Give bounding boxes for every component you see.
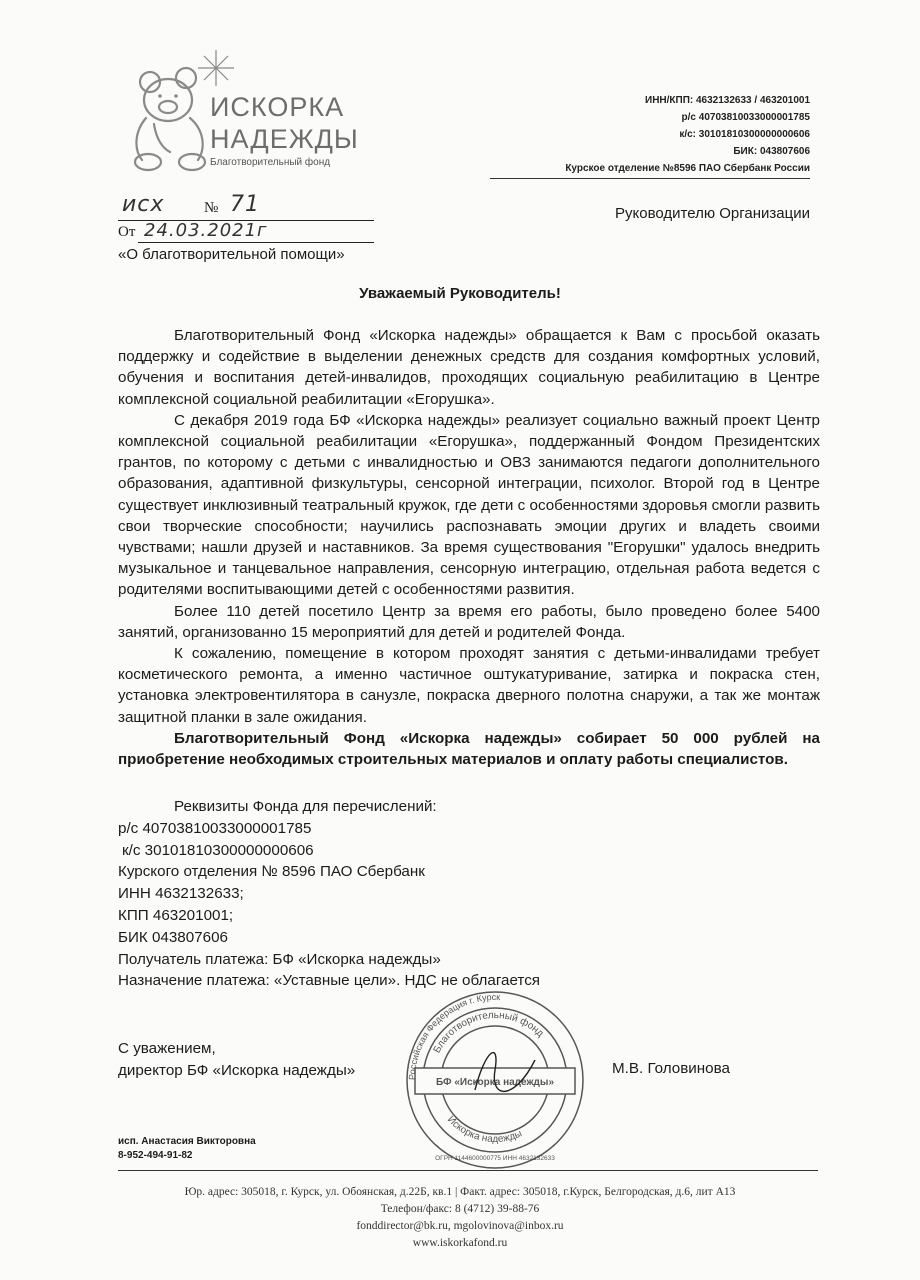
stamp-numbers: ОГРН 1144600000775 ИНН 4632132633 [435,1155,555,1162]
logo-title-line1: ИСКОРКА [210,92,345,122]
stamp-center-text: БФ «Искорка надежды» [435,1077,555,1088]
closing-regards: С уважением, [118,1040,216,1057]
logo-subtitle: Благотворительный фонд [210,157,331,168]
bank-ks: к/с 30101810300000000606 [122,841,314,859]
organization-stamp [405,990,585,1170]
footer-website: www.iskorkafond.ru [412,1237,508,1249]
stamp-bottom-text: Искорка надежды [444,1114,524,1146]
handwritten-date: 24.03.2021г [144,220,268,241]
outgoing-number-block [118,192,388,263]
footer-email: fonddirector@bk.ru, mgolovinova@inbox.ru [356,1220,564,1232]
requisite-line: БИК: 043807606 [733,146,810,157]
paragraph-bold: Благотворительный Фонд «Искорка надежды» собирает 50 000 рублей на приобретение необходимых строительных материалов и оплату работы специалистов. [118,729,820,769]
footer-phone: Телефон/факс: 8 (4712) 39-88-76 [380,1203,540,1215]
closing [118,1038,355,1082]
bank-details-heading: Реквизиты Фонда для перечислений: [174,798,437,815]
bank-details [118,796,618,992]
handwritten-ref: исх [122,192,165,217]
handwritten-number: 71 [230,192,260,217]
logo-title-line2: НАДЕЖДЫ [210,124,359,154]
sparkle-icon [196,48,236,88]
payment-purpose: Назначение платежа: «Уставные цели». НДС не облагается [118,972,541,990]
payment-recipient: Получатель платежа: БФ «Искорка надежды» [118,950,441,968]
bank-rs: р/с 40703810033000001785 [118,819,312,837]
footer-address: Юр. адрес: 305018, г. Курск, ул. Обоянская, д.22Б, кв.1 | Факт. адрес: 305018, г.Курск, Белгородская, д.6, лит А13 [184,1186,736,1198]
bank-bik: БИК 043807606 [118,928,228,946]
footer-divider [118,1170,818,1171]
executor [118,1135,256,1163]
logo [128,52,368,177]
paragraph: К сожалению, помещение в котором проходят занятия с детьми-инвалидами требует косметического ремонта, а именно частичное оштукатуривание, затирка и покраска стен, установка электровентилятора в санузле, покраска дверного полотна снаружи, а так же монтаж защитной планки в зале ожидания. [118,645,820,726]
bank-inn: ИНН 4632132633; [118,885,244,903]
requisites-header [490,92,810,179]
letter-body [118,325,820,770]
stamp-top-text: Благотворительный фонд [431,1009,546,1056]
signer-position: директор БФ «Искорка надежды» [118,1062,356,1079]
requisite-line: р/с 40703810033000001785 [681,112,810,123]
requisite-line: ИНН/КПП: 4632132633 / 463201001 [645,95,810,106]
paragraph: Благотворительный Фонд «Искорка надежды» обращается к Вам с просьбой оказать поддержку и содействие в выделении денежных средств для создания комфортных условий, обучения и воспитания детей-инвалидов, проходящих социальную реабилитацию в Центре комплексной социальной реабилитации «Егорушка». [118,327,820,408]
paragraph: Более 110 детей посетило Центр за время его работы, было проведено более 5400 занятий, организованно 15 мероприятий для детей и родителей Фонда. [118,602,820,641]
letter-subject: «О благотворительной помощи» [118,246,345,263]
signer-name: М.В. Головинова [612,1060,730,1077]
executor-name: исп. Анастасия Викторовна [118,1136,256,1147]
requisite-line: к/с: 30101810300000000606 [679,129,810,140]
underline [138,242,374,243]
bank-kpp: КПП 463201001; [118,906,234,924]
paragraph: С декабря 2019 года БФ «Искорка надежды» реализует социально важный проект Центр комплексной социальной реабилитации «Егорушка», поддержанный Фондом Президентских грантов, по которому с детьми с инвалидностью и ОВЗ занимаются педагоги дополнительного образования, адаптивной физкультуры, сенсорной интеграции, психолог. Второй год в Центре существует инклюзивный театральный кружок, где дети с особенностями здоровья смогли развить свои творческие способности; научились распознавать эмоции других и владеть своими чувствами; нашли друзей и наставников. За время существования "Егорушки" удалось внедрить музыкальное и танцевальное направления, сенсорную интеграцию, отдельная работа ведется с родителями воспитывающими детей с особенностями развития. [118,411,820,599]
footer [0,1184,920,1252]
number-label: № [204,200,219,216]
executor-phone: 8-952-494-91-82 [118,1150,193,1161]
salutation: Уважаемый Руководитель! [359,285,561,302]
bank-name: Курского отделения № 8596 ПАО Сбербанк [118,863,425,881]
requisite-line: Курское отделение №8596 ПАО Сбербанк России [490,160,810,179]
stamp-outer-text: Российская Федерация г. Курск [406,991,501,1081]
date-label: От [118,224,136,240]
addressee: Руководителю Организации [615,205,810,222]
